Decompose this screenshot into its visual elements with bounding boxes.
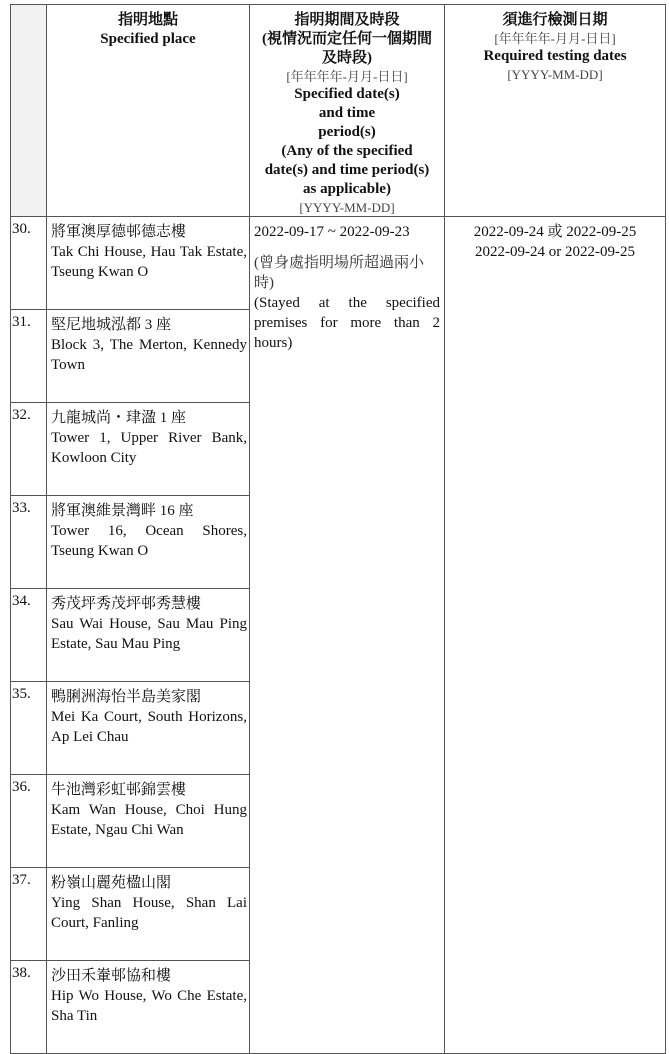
place-name-en: Tak Chi House, Hau Tak Estate, Tseung Kwan O [51,244,247,280]
place-name-zh: 將軍澳厚德邨德志樓 [51,224,187,240]
place-name-en: Hip Wo House, Wo Che Estate, Sha Tin [51,988,247,1024]
table-row [11,217,666,310]
header-period-zh-title: 指明期間及時段 [294,12,400,28]
place-name-en: Tower 1, Upper River Bank, Kowloon City [51,430,247,466]
row-number: 35. [11,682,47,775]
header-testing-en-title: Required testing dates [483,48,627,64]
row-number: 31. [11,310,47,403]
place-cell [47,961,250,1054]
place-name-en: Mei Ka Court, South Horizons, Ap Lei Chau [51,709,247,745]
row-number: 36. [11,775,47,868]
place-name-zh: 秀茂坪秀茂坪邨秀慧樓 [51,596,202,612]
row-number: 30. [11,217,47,310]
place-name-zh: 沙田禾輋邨協和樓 [51,968,172,984]
place-cell [47,868,250,961]
header-period-zh-note: (視情況而定任何一個期間及時段) [262,31,432,66]
period-dates: 2022-09-17 ~ 2022-09-23 [254,224,410,240]
place-cell [47,496,250,589]
header-testing-zh-format: [年年年年-月月-日日] [494,31,616,46]
header-testing [445,5,666,217]
header-place-zh: 指明地點 [117,12,178,28]
place-name-en: Ying Shan House, Shan Lai Court, Fanling [51,895,247,931]
place-cell [47,310,250,403]
place-cell [47,775,250,868]
header-period-en-format: [YYYY-MM-DD] [299,200,395,215]
place-name-en: Tower 16, Ocean Shores, Tseung Kwan O [51,523,247,559]
place-name-en: Kam Wan House, Choi Hung Estate, Ngau Chi Wan [51,802,247,838]
testing-cell [445,217,666,1054]
place-name-zh: 牛池灣彩虹邨錦雲樓 [51,782,187,798]
row-number: 37. [11,868,47,961]
place-name-zh: 堅尼地城泓都 3 座 [51,317,172,333]
place-cell [47,682,250,775]
header-period-zh-format: [年年年年-月月-日日] [286,69,408,84]
row-number: 33. [11,496,47,589]
period-note-zh: (曾身處指明場所超過兩小時) [254,255,424,291]
header-row [11,5,666,217]
testing-dates-zh: 2022-09-24 或 2022-09-25 [473,224,637,240]
header-num-cell [11,5,47,217]
place-cell [47,589,250,682]
row-number: 34. [11,589,47,682]
period-cell [250,217,445,1054]
place-name-zh: 九龍城尚・珒溋 1 座 [51,410,187,426]
header-place [47,5,250,217]
place-cell [47,403,250,496]
header-place-en: Specified place [100,31,196,47]
place-name-zh: 將軍澳維景灣畔 16 座 [51,503,194,519]
header-testing-en-format: [YYYY-MM-DD] [507,67,603,82]
place-name-zh: 粉嶺山麗苑楹山閣 [51,875,172,891]
row-number: 38. [11,961,47,1054]
header-period-en-note: (Any of the specified date(s) and time period(s) as applicable) [264,143,430,197]
place-name-en: Sau Wai House, Sau Mau Ping Estate, Sau Mau Ping [51,616,247,652]
place-cell [47,217,250,310]
header-period [250,5,445,217]
header-period-en-title: Specified date(s) and time period(s) [294,86,400,140]
place-name-en: Block 3, The Merton, Kennedy Town [51,337,247,373]
header-testing-zh-title: 須進行檢測日期 [502,12,608,28]
specified-places-table [10,4,666,1054]
row-number: 32. [11,403,47,496]
period-note-en: (Stayed at the specified premises for more than 2 hours) [254,295,440,351]
testing-dates-en: 2022-09-24 or 2022-09-25 [475,244,635,260]
place-name-zh: 鴨脷洲海怡半島美家閣 [51,689,202,705]
